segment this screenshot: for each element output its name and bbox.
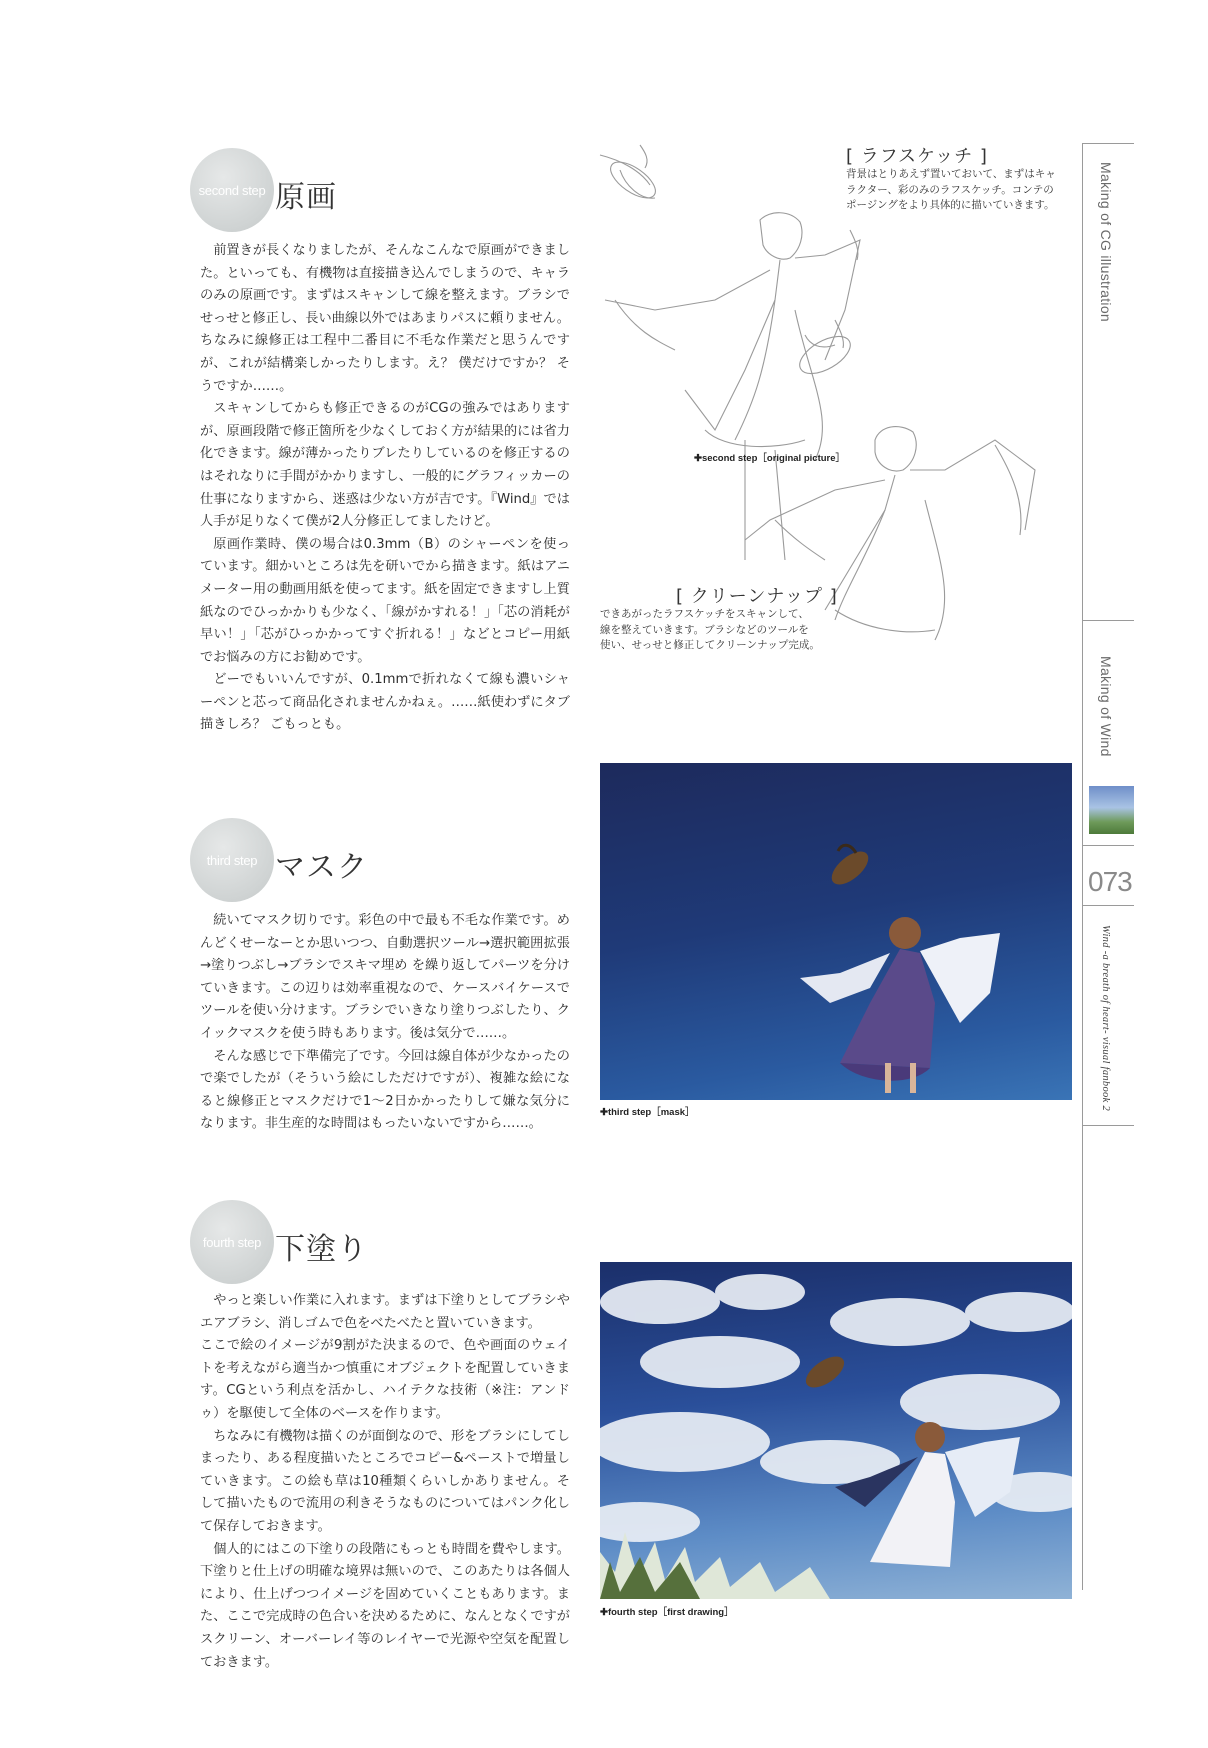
body-third (200, 910, 570, 1136)
figure-label-third: ✚third step［mask］ (600, 1107, 695, 1118)
sidebar-rule (1082, 620, 1134, 621)
caption-line: 線を整えていきます。ブラシなどのツールを (600, 623, 809, 636)
body-fourth (200, 1290, 570, 1674)
caption-line: 背景はとりあえず置いておいて、まずはキャ (846, 168, 1056, 180)
paragraph: そんな感じで下準備完了です。今回は線自体が少なかったので楽でしたが（そういう絵にしただけですが）、複雑な絵になると線修正とマスクだけで1〜2日かかったりして嫌な気分になります。非生産的な時間はもったいないですから……。 (200, 1048, 570, 1132)
sidebar-section-wind: Making of Wind (1098, 656, 1114, 757)
step-title-second: 原画 (275, 180, 337, 215)
caption-line: できあがったラフスケッチをスキャンして、 (600, 608, 809, 620)
sidebar-thumbnail (1089, 786, 1134, 834)
figure-label-fourth: ✚fourth step［first drawing］ (600, 1607, 734, 1618)
sidebar-book-title: Wind -a breath of heart- visual fanbook 2 (1100, 925, 1111, 1112)
mask-illustration (600, 763, 1072, 1100)
step-circle-third: third step (190, 818, 274, 902)
step-title-fourth: 下塗り (275, 1232, 368, 1267)
paragraph: 原画作業時、僕の場合は0.3mm（B）のシャーペンを使っています。細かいところは先を研いでから描きます。紙はアニメーター用の動画用紙を使ってます。紙を固定できますし上質紙なのでひっかかりも少なく、「線がかすれる！」「芯の消耗が早い！」「芯がひっかかってすぐ折れる！」などとコピー用紙でお悩みの方にお勧めです。 (200, 536, 570, 665)
caption-clean-text (600, 607, 840, 654)
first-drawing-illustration (600, 1262, 1072, 1599)
paragraph: どーでもいいんですが、0.1mmで折れなくて線も濃いシャーペンと芯って商品化されませんかねぇ。……紙使わずにタブ描きしろ？ ごもっとも。 (200, 672, 570, 733)
page-number: 073 (1088, 866, 1132, 897)
body-second (200, 240, 570, 737)
sidebar-rule (1082, 143, 1134, 144)
sidebar-rule (1082, 905, 1134, 906)
caption-line: ポージングをより具体的に描いていきます。 (846, 199, 1055, 211)
sidebar-rule (1082, 1125, 1134, 1126)
figure-label-second: ✚second step［original picture］ (694, 453, 846, 464)
sidebar-section-cg: Making of CG illustration (1098, 162, 1114, 323)
paragraph: 前置きが長くなりましたが、そんなこんなで原画ができました。といっても、有機物は直接描き込んでしまうので、キャラのみの原画です。まずはスキャンして線を整えます。ブラシでせっせと修正し、長い曲線以外ではあまりパスに頼りません。ちなみに線修正は工程中二番目に不毛な作業だと思うんですが、これが結構楽しかったりします。え？ 僕だけですか？ そうですか……。 (200, 243, 570, 394)
caption-line: ラクター、彩のみのラフスケッチ。コンテの (846, 183, 1054, 196)
step-circle-second: second step (190, 148, 274, 232)
paragraph: 続いてマスク切りです。彩色の中で最も不毛な作業です。めんどくせーなーとか思いつつ、自動選択ツール→選択範囲拡張→塗りつぶし→ブラシでスキマ埋め を繰り返してパーツを分けていきます。この辺りは効率重視なので、ケースバイケースでツールを使い分けます。ブラシでいきなり塗りつぶしたり、クイックマスクを使う時もあります。後は気分で……。 (200, 913, 570, 1041)
sidebar-rule (1082, 845, 1134, 846)
caption-clean-heading: [ クリーンナップ ] (676, 586, 838, 607)
caption-rough-text (846, 167, 1076, 214)
caption-line: 使い、せっせと修正してクリーンナップ完成。 (600, 639, 820, 651)
paragraph: 個人的にはこの下塗りの段階にもっとも時間を費やします。下塗りと仕上げの明確な境界は無いので、このあたりは各個人により、仕上げつつイメージを固めていくこともあります。また、ここで完成時の色合いを決めるために、なんとなくですがスクリーン、オーバーレイ等のレイヤーで光源や空気を配置しておきます。 (200, 1541, 570, 1670)
paragraph: ここで絵のイメージが9割がた決まるので、色や画面のウェイトを考えながら適当かつ慎重にオブジェクトを配置していきます。CGという利点を活かし、ハイテクな技術（※注：アンドゥ）を駆使して全体のベースを作ります。 (200, 1338, 570, 1421)
paragraph: やっと楽しい作業に入れます。まずは下塗りとしてブラシやエアブラシ、消しゴムで色をべたべたと置いていきます。 (200, 1293, 570, 1331)
step-title-third: マスク (275, 850, 368, 885)
caption-rough-heading: [ ラフスケッチ ] (846, 146, 988, 167)
step-circle-fourth: fourth step (190, 1200, 274, 1284)
paragraph: ちなみに有機物は描くのが面倒なので、形をブラシにしてしまったり、ある程度描いたところでコピー&ペーストで増量していきます。この絵も草は10種類くらいしかありません。そして描いたもので流用の利きそうなものについてはパンク化して保存しておきます。 (200, 1428, 570, 1534)
paragraph: スキャンしてからも修正できるのがCGの強みではありますが、原画段階で修正箇所を少なくしておく方が結果的には省力化できます。線が薄かったりブレたりしているのを修正するのはそれなりに手間がかかりますし、一般的にグラフィッカーの仕事になりますから、迷惑は少ない方が吉です。『Wind』では人手が足りなくて僕が2人分修正してましたけど。 (200, 401, 570, 530)
sidebar-divider (1082, 143, 1083, 1590)
